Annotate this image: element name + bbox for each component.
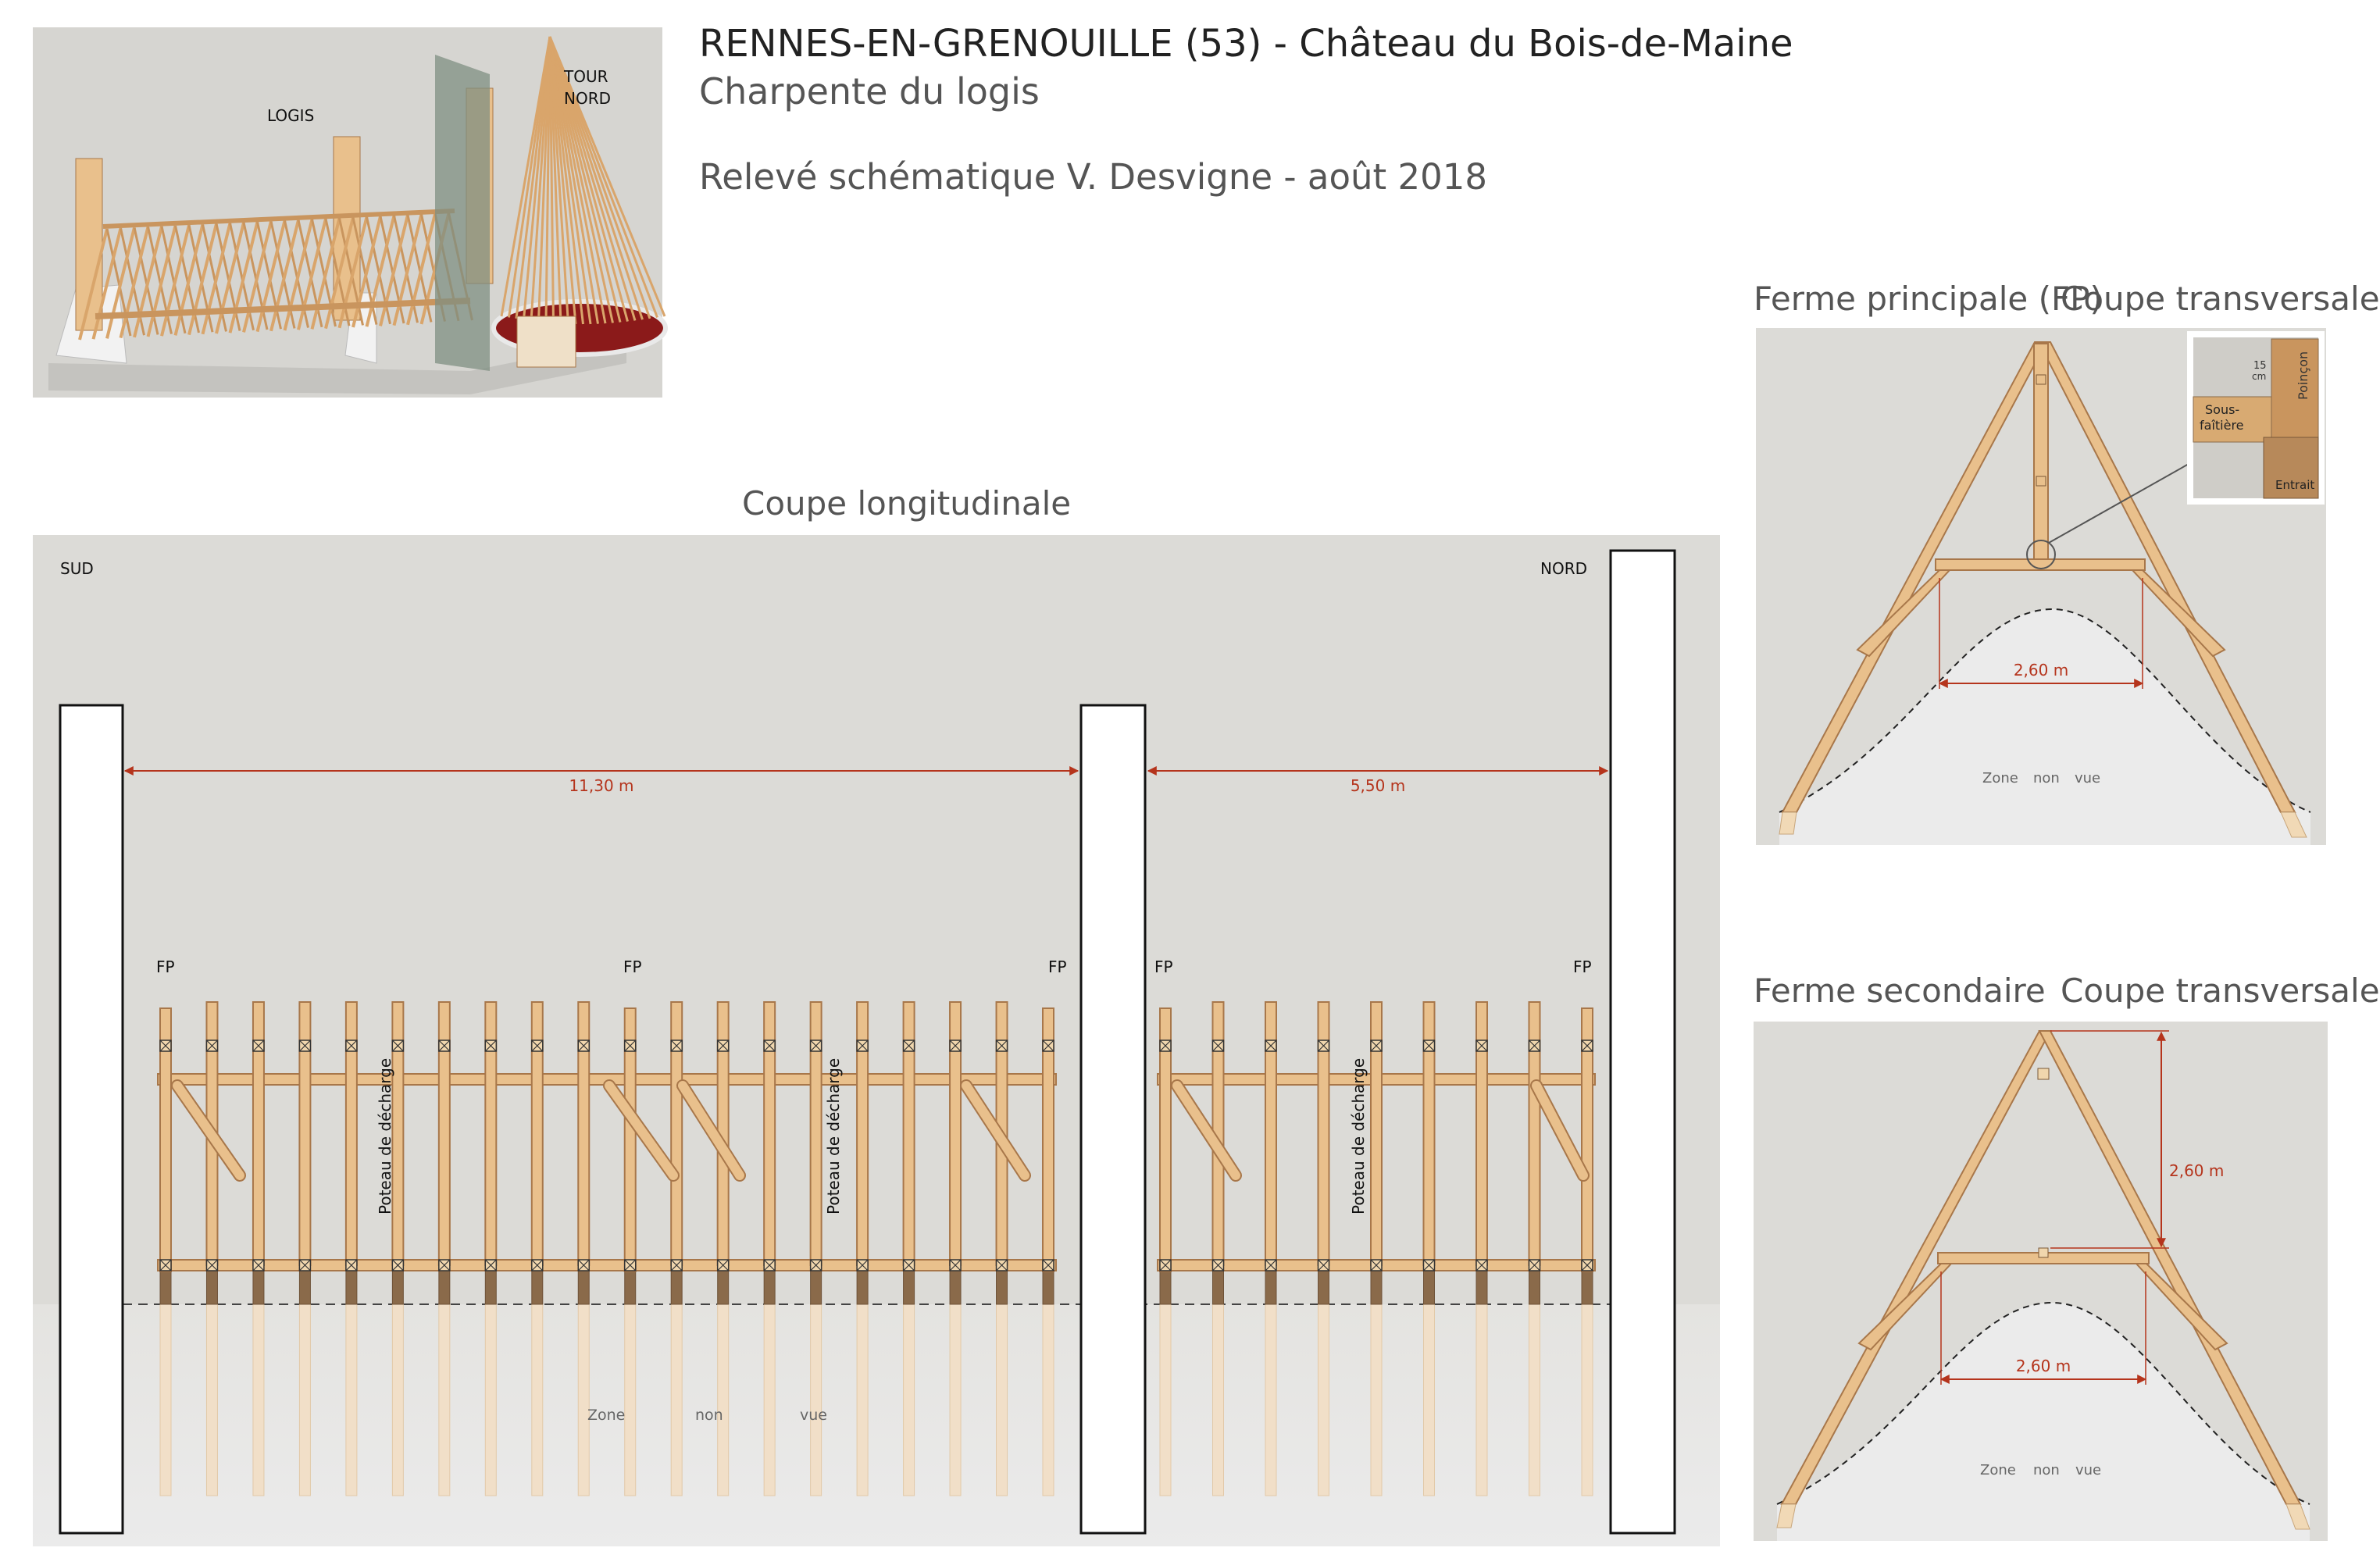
secondary-width-label: 2,60 m xyxy=(2015,1357,2071,1375)
post-unseen-part xyxy=(1582,1304,1593,1496)
zone-word-2: non xyxy=(695,1407,723,1424)
post-unseen-part xyxy=(904,1304,915,1496)
principal-dimension-label: 2,60 m xyxy=(2013,661,2069,679)
post-unseen-part xyxy=(392,1304,403,1496)
dimension-label-1: 11,30 m xyxy=(569,776,634,795)
wall-south xyxy=(60,705,123,1533)
detail-poincon xyxy=(2271,339,2318,439)
detail-label-faitiere: faîtière xyxy=(2200,418,2244,433)
post-unseen-part xyxy=(1318,1304,1329,1496)
overview-label-nord: NORD xyxy=(564,89,611,108)
post-unseen-part xyxy=(532,1304,543,1496)
post-unseen-part xyxy=(1424,1304,1435,1496)
post-unseen-part xyxy=(811,1304,822,1496)
secondary-ridge-piece xyxy=(2038,1068,2049,1079)
relief-post-label-2: Poteau de décharge xyxy=(824,1057,843,1214)
wall-middle xyxy=(1081,705,1145,1533)
dimension-label-2: 5,50 m xyxy=(1350,776,1406,795)
secondary-truss-section-label: Coupe transversale xyxy=(2061,972,2380,1010)
post-unseen-part xyxy=(1160,1304,1171,1496)
secondary-zone-word-3: vue xyxy=(2075,1462,2102,1478)
unseen-zone xyxy=(33,1304,1720,1546)
post-unseen-part xyxy=(1265,1304,1276,1496)
post-unseen-part xyxy=(578,1304,589,1496)
principal-truss-drawing xyxy=(1756,328,2326,845)
longitudinal-section-title: Coupe longitudinale xyxy=(742,484,1072,522)
secondary-zone-word-2: non xyxy=(2033,1462,2060,1478)
principal-zone-word-1: Zone xyxy=(1982,770,2018,786)
zone-word-3: vue xyxy=(800,1407,827,1424)
fp-label-4: FP xyxy=(1154,958,1173,976)
tower-base xyxy=(517,316,576,367)
principal-foot-left xyxy=(1779,812,1797,834)
fp-label-5: FP xyxy=(1573,958,1592,976)
post-unseen-part xyxy=(1529,1304,1540,1496)
post-unseen-part xyxy=(299,1304,310,1496)
secondary-height-label: 2,60 m xyxy=(2169,1161,2225,1180)
principal-zone-word-3: vue xyxy=(2075,770,2101,786)
post-unseen-part xyxy=(671,1304,682,1496)
overview-label-tour: TOUR xyxy=(564,67,608,86)
post-unseen-part xyxy=(439,1304,450,1496)
principal-detail-inset xyxy=(2187,331,2325,505)
page-title: RENNES-EN-GRENOUILLE (53) - Château du Bois-de-Maine xyxy=(699,22,1793,66)
post-unseen-part xyxy=(1043,1304,1054,1496)
detail-label-poincon: Poinçon xyxy=(2296,351,2310,400)
post-unseen-part xyxy=(1213,1304,1224,1496)
fp-label-2: FP xyxy=(623,958,642,976)
page-subtitle: Charpente du logis xyxy=(699,70,1040,112)
post-unseen-part xyxy=(206,1304,217,1496)
post-unseen-part xyxy=(1476,1304,1487,1496)
principal-truss-title: Ferme principale (FP) xyxy=(1754,280,2103,318)
fp-label-3: FP xyxy=(1048,958,1067,976)
detail-label-entrait: Entrait xyxy=(2275,478,2315,492)
sill-beam xyxy=(158,1260,1056,1271)
section-plane xyxy=(435,55,490,371)
relief-post-label-1: Poteau de décharge xyxy=(376,1057,394,1214)
post-unseen-part xyxy=(718,1304,729,1496)
relief-post-label-3: Poteau de décharge xyxy=(1349,1057,1368,1214)
secondary-truss-title: Ferme secondaire xyxy=(1754,972,2046,1010)
post-unseen-part xyxy=(346,1304,357,1496)
secondary-zone-word-1: Zone xyxy=(1980,1462,2016,1478)
post-unseen-part xyxy=(997,1304,1008,1496)
zone-word-1: Zone xyxy=(587,1407,626,1424)
principal-zone-word-2: non xyxy=(2033,770,2060,786)
overview-label-logis: LOGIS xyxy=(267,106,315,125)
post-unseen-part xyxy=(764,1304,775,1496)
post-unseen-part xyxy=(857,1304,868,1496)
label-south: SUD xyxy=(60,559,94,578)
detail-size-1: 15 xyxy=(2253,360,2267,372)
survey-credit: Relevé schématique V. Desvigne - août 2018 xyxy=(699,156,1487,198)
overview-3d-view xyxy=(33,27,662,398)
detail-label-sous: Sous- xyxy=(2205,402,2240,417)
longitudinal-section xyxy=(33,535,1720,1546)
label-north: NORD xyxy=(1540,559,1587,578)
post-unseen-part xyxy=(1371,1304,1382,1496)
detail-size-2: cm xyxy=(2252,371,2267,382)
post-unseen-part xyxy=(625,1304,636,1496)
post-unseen-part xyxy=(160,1304,171,1496)
wall-north xyxy=(1611,551,1675,1533)
fp-label-1: FP xyxy=(156,958,175,976)
post-unseen-part xyxy=(950,1304,961,1496)
secondary-mark xyxy=(2039,1248,2048,1257)
principal-truss-section-label: Coupe transversale xyxy=(2061,280,2380,318)
post-unseen-part xyxy=(253,1304,264,1496)
post-unseen-part xyxy=(485,1304,496,1496)
secondary-truss-drawing xyxy=(1754,1022,2328,1541)
